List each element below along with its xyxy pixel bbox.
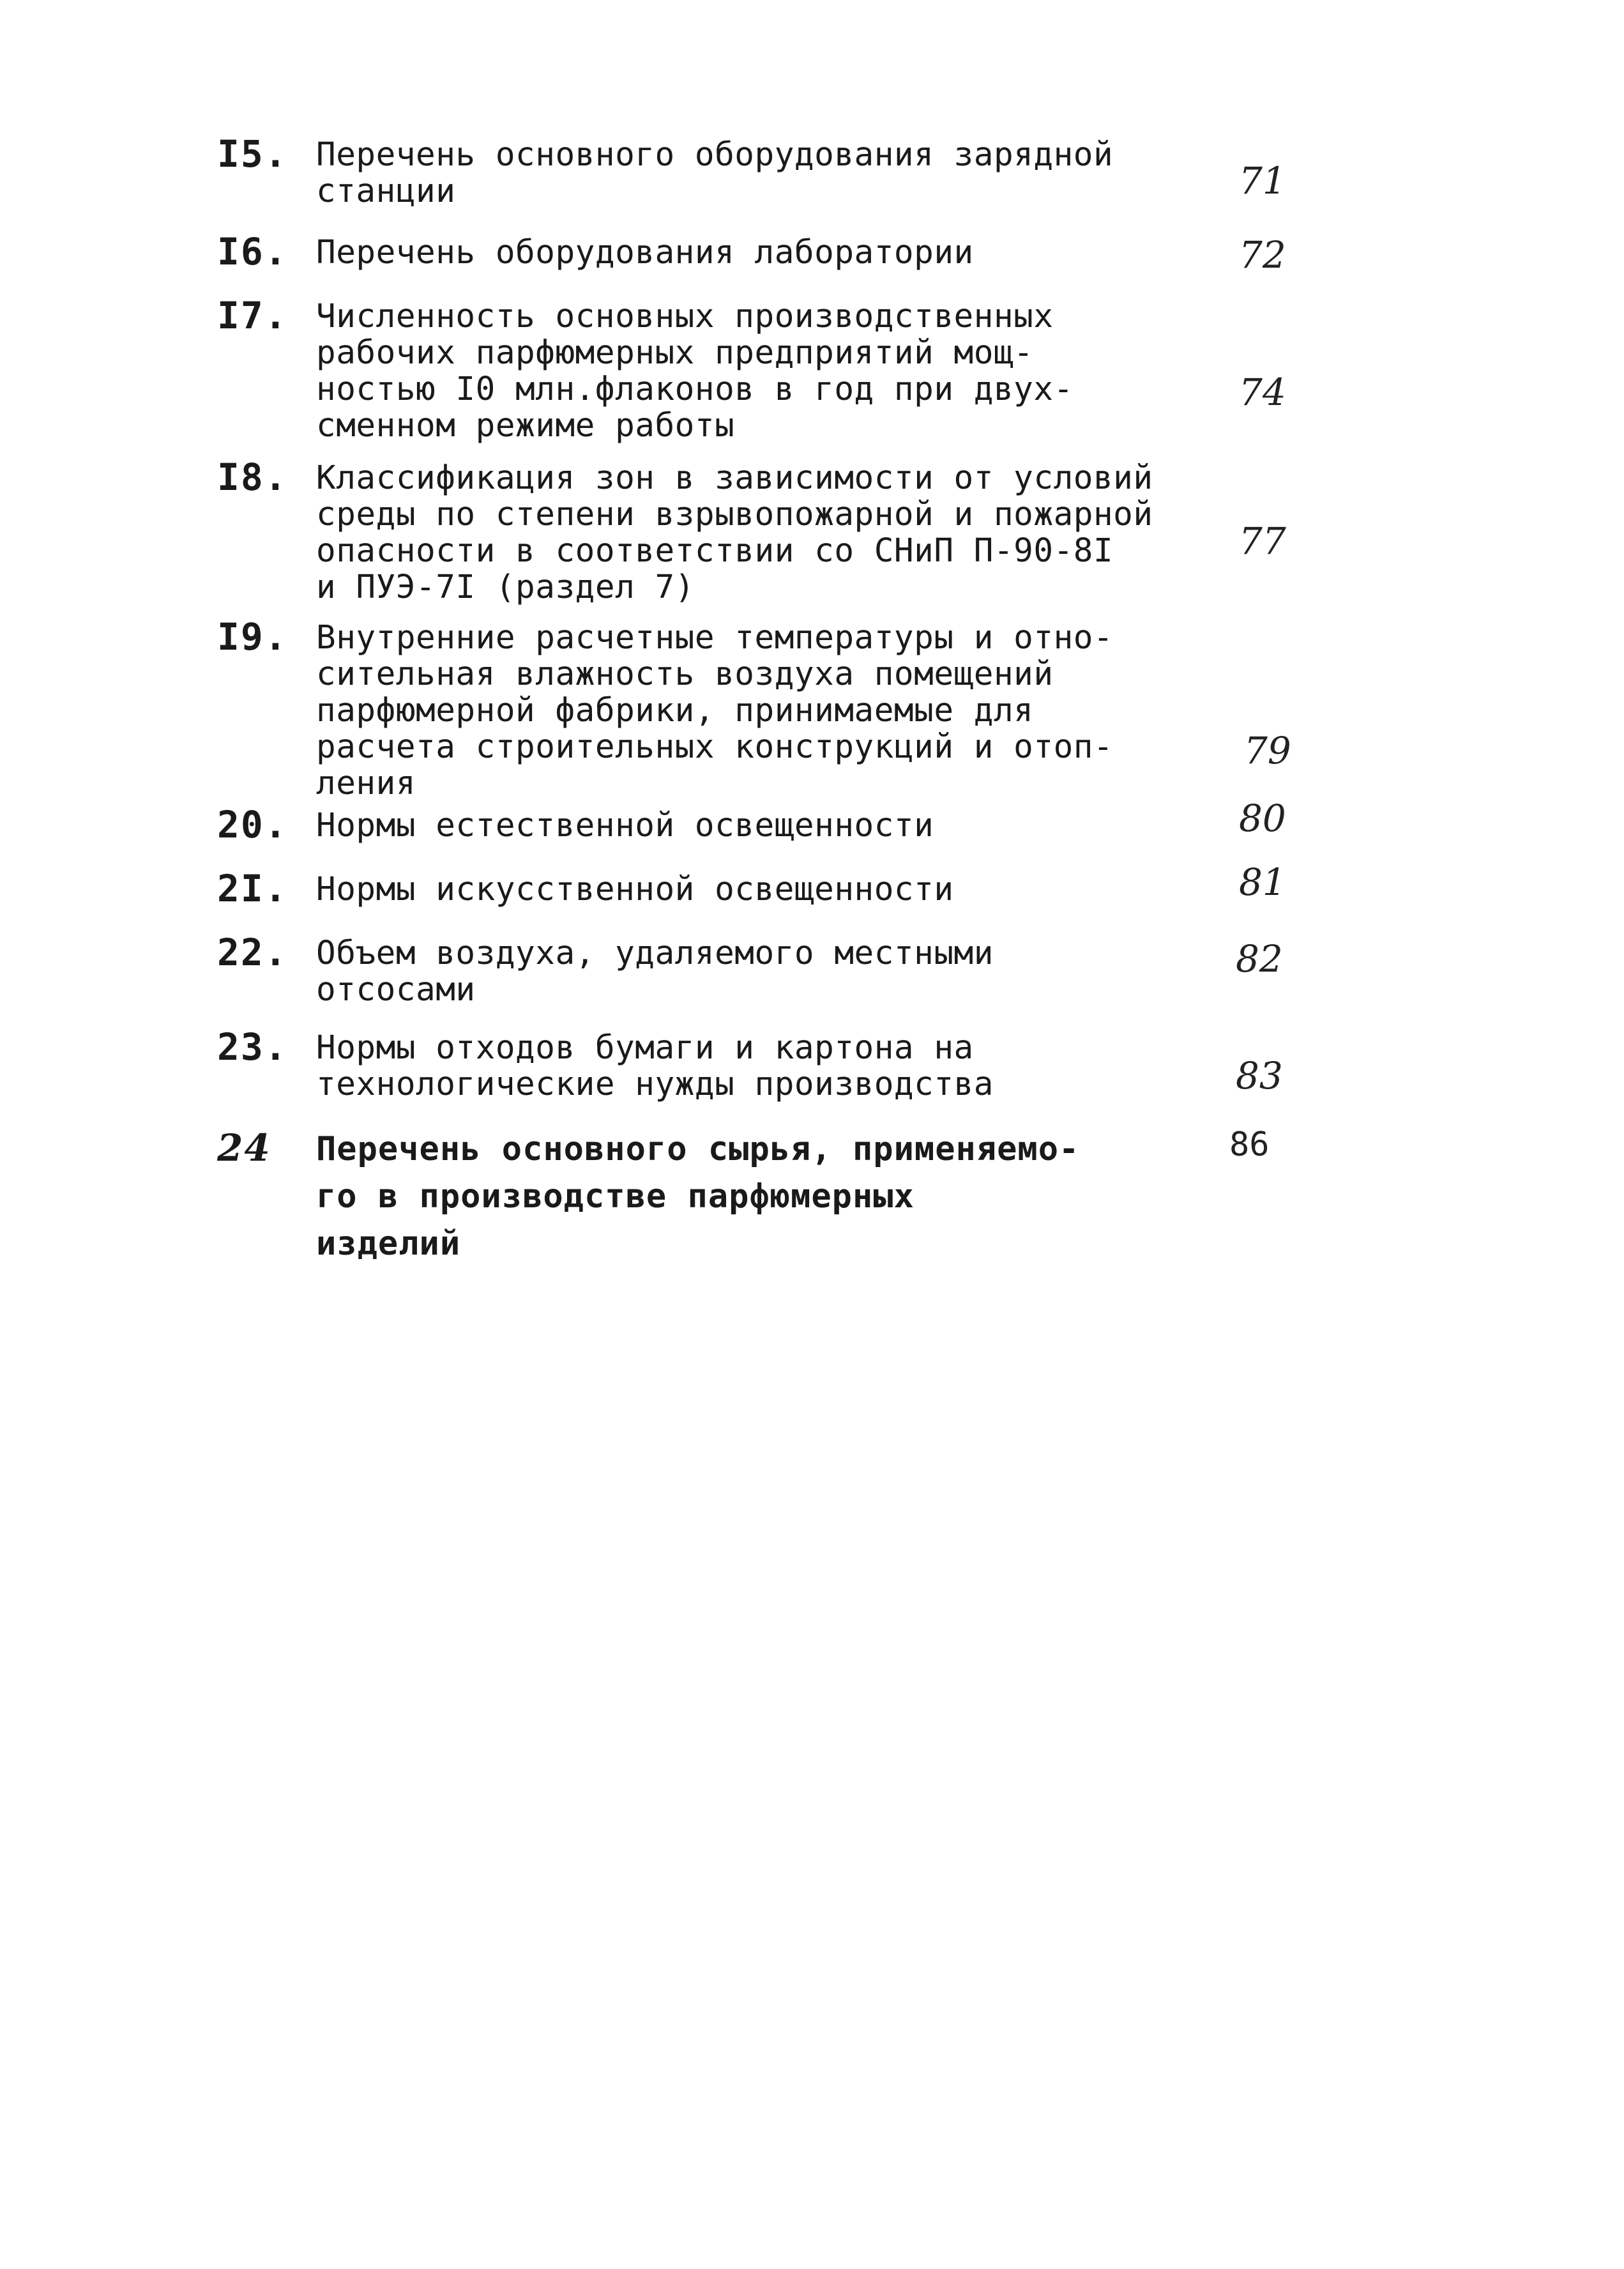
entry-page-number: 74	[1239, 371, 1286, 414]
entry-number: 20.	[217, 803, 288, 846]
entry-page-number: 80	[1239, 797, 1286, 840]
entry-number: I5.	[217, 132, 288, 176]
entry-number: I8.	[217, 455, 288, 499]
entry-page-number: 82	[1236, 937, 1283, 981]
entry-page-number: 77	[1239, 519, 1286, 563]
entry-title: Объем воздуха, удаляемого местными отсосами	[316, 935, 994, 1009]
entry-number: 2I.	[217, 867, 288, 910]
entry-number: I9.	[217, 615, 288, 659]
entry-title: Перечень основного сырья, применяемо- го в производстве парфюмерных изделий	[316, 1130, 1080, 1263]
entry-title: Внутренние расчетные температуры и отно- сительная влажность воздуха помещений парфюмерной фабрики, принимаемые для расчета строительных конструкций и отоп- ления	[316, 619, 1114, 802]
entry-title: Нормы естественной освещенности	[316, 807, 934, 844]
entry-page-number: 79	[1244, 729, 1291, 772]
entry-number: 23.	[217, 1025, 288, 1069]
entry-page-number: 83	[1236, 1054, 1283, 1097]
entry-number: 22.	[217, 931, 288, 974]
entry-title: Перечень основного оборудования зарядной станции	[316, 136, 1114, 210]
entry-number: 24	[217, 1126, 271, 1170]
entry-title: Численность основных производственных рабочих парфюмерных предприятий мощ- ностью I0 млн.флаконов в год при двух- сменном режиме работы	[316, 298, 1074, 445]
entry-page-number: 71	[1239, 159, 1286, 202]
entry-title: Классификация зон в зависимости от условий среды по степени взрывопожарной и пожарной опасности в соответствии со СНиП П-90-8I и ПУЭ-7I (раздел 7)	[316, 459, 1153, 606]
entry-title: Нормы искусственной освещенности	[316, 871, 954, 908]
entry-page-number: 81	[1239, 860, 1286, 904]
entry-number: I6.	[217, 230, 288, 273]
entry-title: Перечень оборудования лаборатории	[316, 234, 974, 271]
entry-page-number: 86	[1229, 1126, 1270, 1164]
entry-page-number: 72	[1239, 233, 1286, 277]
entry-number: I7.	[217, 294, 288, 337]
entry-title: Нормы отходов бумаги и картона на технологические нужды производства	[316, 1029, 994, 1103]
